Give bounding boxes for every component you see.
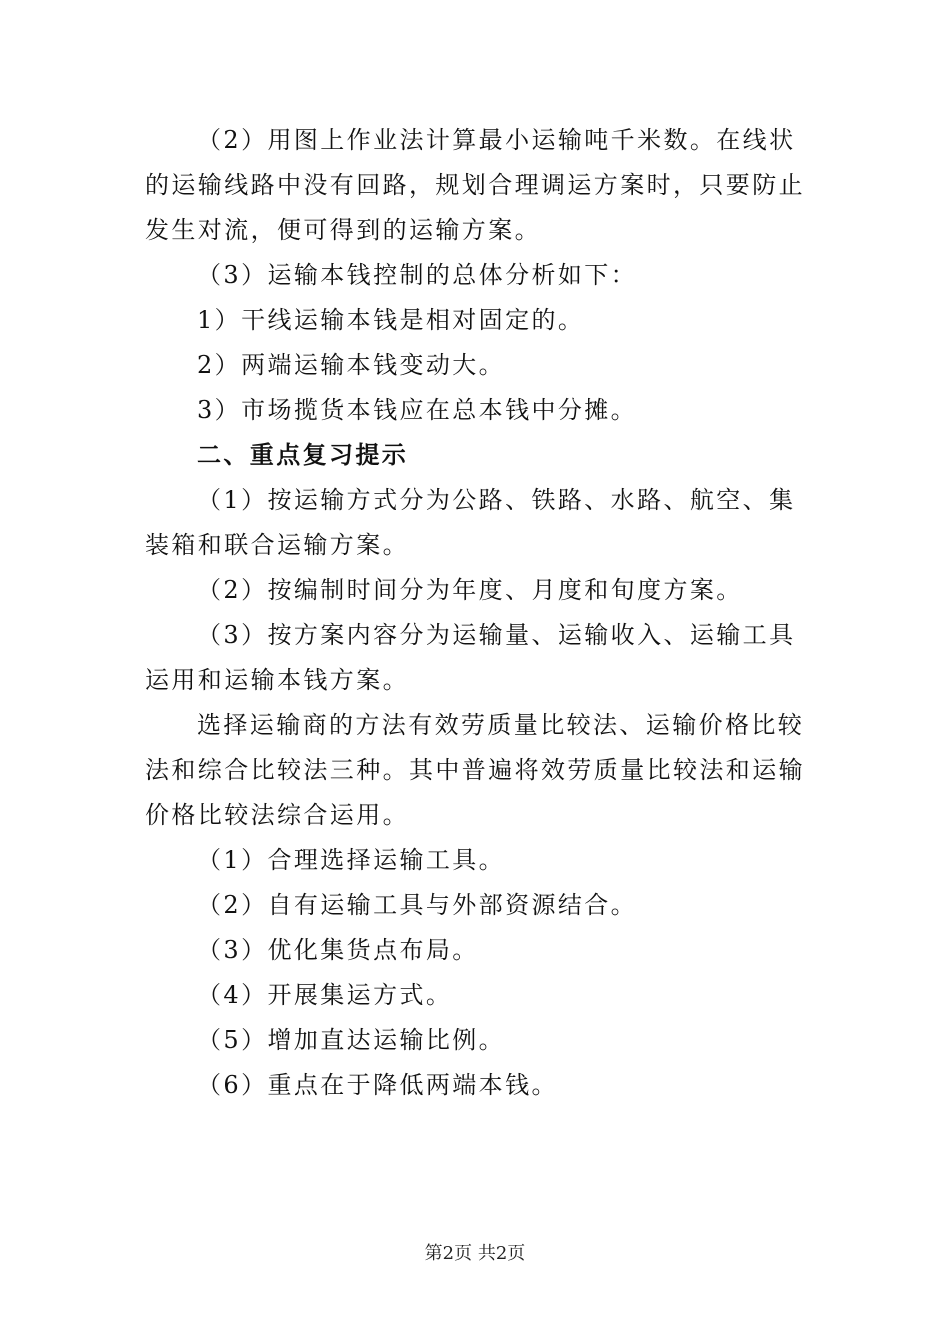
- paragraph: 选择运输商的方法有效劳质量比较法、运输价格比较法和综合比较法三种。其中普遍将效劳质量比较法和运输价格比较法综合运用。: [145, 711, 805, 829]
- list-item: （3）优化集货点布局。: [197, 936, 479, 964]
- paragraph: （3）运输本钱控制的总体分析如下：: [197, 261, 638, 289]
- paragraph: （3）按方案内容分为运输量、运输收入、运输工具运用和运输本钱方案。: [145, 621, 796, 694]
- list-item: （6）重点在于降低两端本钱。: [197, 1071, 558, 1099]
- list-item: 2）两端运输本钱变动大。: [197, 351, 506, 379]
- list-item: 3）市场揽货本钱应在总本钱中分摊。: [197, 396, 638, 424]
- document-body: [145, 118, 810, 1108]
- paragraph: （2）用图上作业法计算最小运输吨千米数。在线状的运输线路中没有回路，规划合理调运方案时，只要防止发生对流，便可得到的运输方案。: [145, 126, 805, 244]
- paragraph: （2）按编制时间分为年度、月度和旬度方案。: [197, 576, 743, 604]
- paragraph: （1）按运输方式分为公路、铁路、水路、航空、集装箱和联合运输方案。: [145, 486, 796, 559]
- list-item: 1）干线运输本钱是相对固定的。: [197, 306, 585, 334]
- list-item: （4）开展集运方式。: [197, 981, 453, 1009]
- list-item: （5）增加直达运输比例。: [197, 1026, 506, 1054]
- section-heading: 二、重点复习提示: [197, 441, 409, 469]
- page-number-footer: 第2页 共2页: [424, 1243, 526, 1264]
- list-item: （1）合理选择运输工具。: [197, 846, 506, 874]
- list-item: （2）自有运输工具与外部资源结合。: [197, 891, 638, 919]
